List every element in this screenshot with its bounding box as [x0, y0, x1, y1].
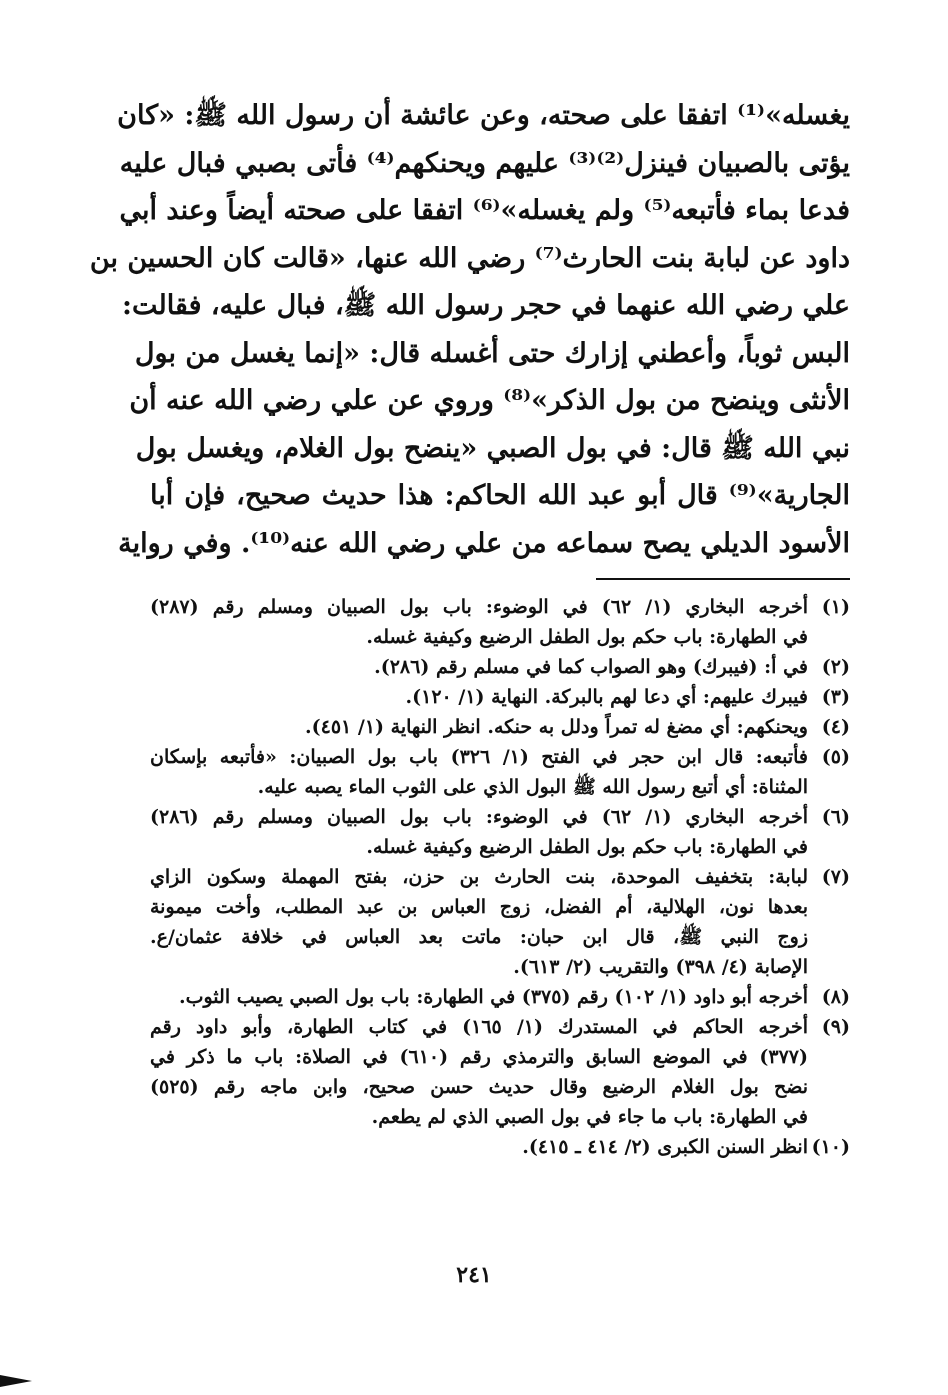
footnote-body — [150, 1132, 808, 1162]
footnote-line: أخرجه الحاكم في المستدرك (١/ ١٦٥) في كتاب الطهارة، وأبو داود رقم — [150, 1016, 808, 1038]
footnote-line: لبابة: بتخفيف الموحدة، بنت الحارث بن حزن، بفتح المهملة وسكون الزاي — [150, 866, 808, 888]
main-text-line: نبي الله ﷺ قال: في بول الصبي «ينضح بول الغلام، ويغسل بول — [135, 432, 850, 464]
footnote-body — [150, 592, 808, 652]
footnote-line: في الطهارة: باب ما جاء في بول الصبي الذي لم يطعم. — [371, 1106, 808, 1128]
footnote-body — [150, 802, 808, 862]
footnote-line: فيبرك عليهم: أي دعا لهم بالبركة. النهاية (١/ ١٢٠). — [405, 686, 808, 708]
footnote-line: فأتبعه: قال ابن حجر في الفتح (١/ ٣٢٦) باب بول الصبيان: «فأتبعه بإسكان — [150, 746, 809, 768]
footnote-number: (٦) — [821, 806, 850, 828]
footnote-number: (١) — [821, 596, 850, 618]
footnote-number: (٩) — [821, 1016, 850, 1038]
footnote-line: المثناة: أي أتبع رسول الله ﷺ البول الذي على الثوب الماء يصبه عليه. — [257, 776, 808, 798]
main-text-line: الأسود الديلي يصح سماعه من علي رضي الله عنه⁽¹⁰⁾. وفي رواية — [118, 527, 850, 559]
footnote-separator — [596, 578, 850, 580]
footnote-body — [150, 982, 808, 1012]
footnote-line: في أ: (فيبرك) وهو الصواب كما في مسلم رقم (٢٨٦). — [374, 656, 808, 678]
corner-arrow-icon — [0, 1375, 32, 1387]
footnote-8 — [150, 982, 850, 1012]
footnote-line: الإصابة (٤/ ٣٩٨) والتقريب (٢/ ٦١٣). — [513, 956, 808, 978]
footnote-body — [150, 712, 808, 742]
main-text-line: يغسله»⁽¹⁾ اتفقا على صحته، وعن عائشة أن رسول الله ﷺ: «كان — [117, 100, 850, 131]
footnote-4 — [150, 712, 850, 742]
main-text — [89, 92, 850, 567]
footnote-number: (٢) — [821, 656, 850, 678]
footnote-3 — [150, 682, 850, 712]
footnote-line: نضح بول الغلام الرضيع وقال حديث حسن صحيح، وابن ماجه رقم (٥٢٥) — [150, 1076, 808, 1098]
footnote-number: (٧) — [821, 866, 850, 888]
page-number: ٢٤١ — [456, 1262, 492, 1288]
footnote-number: (١٠) — [811, 1136, 850, 1158]
footnote-5 — [150, 742, 850, 802]
footnote-body — [150, 862, 808, 982]
footnote-line: أخرجه البخاري (١/ ٦٢) في الوضوء: باب بول الصبيان ومسلم رقم (٢٨٦) — [150, 806, 808, 828]
footnote-body — [150, 1012, 808, 1132]
footnote-2 — [150, 652, 850, 682]
footnote-body — [150, 682, 808, 712]
main-text-line: علي رضي الله عنهما في حجر رسول الله ﷺ، فبال عليه، فقالت: — [121, 290, 850, 321]
footnote-line: في الطهارة: باب حكم بول الطفل الرضيع وكيفية غسله. — [366, 626, 808, 648]
main-text-line: يؤتى بالصبيان فينزل⁽²⁾⁽³⁾ عليهم ويحنكهم⁽⁴⁾ فأتى بصبي فبال عليه — [119, 147, 850, 179]
main-text-line: البس ثوباً، وأعطني إزارك حتى أغسله قال: «إنما يغسل من بول — [134, 337, 850, 369]
footnote-1 — [150, 592, 850, 652]
footnote-body — [150, 652, 808, 682]
footnote-number: (٣) — [821, 686, 850, 708]
main-text-line: داود عن لبابة بنت الحارث⁽⁷⁾ رضي الله عنها، «قالت كان الحسين بن — [89, 242, 850, 274]
footnote-6 — [150, 802, 850, 862]
footnote-line: (٣٧٧) في الموضع السابق والترمذي رقم (٦١٠) في الصلاة: باب ما ذكر في — [150, 1046, 808, 1068]
footnote-line: أخرجه البخاري (١/ ٦٢) في الوضوء: باب بول الصبيان ومسلم رقم (٢٨٧) — [150, 596, 808, 618]
footnote-number: (٥) — [821, 746, 850, 768]
footnote-10 — [150, 1132, 850, 1162]
footnote-line: في الطهارة: باب حكم بول الطفل الرضيع وكيفية غسله. — [366, 836, 808, 858]
footnote-7 — [150, 862, 850, 982]
footnote-line: أخرجه أبو داود (١/ ١٠٢) رقم (٣٧٥) في الطهارة: باب بول الصبي يصيب الثوب. — [178, 986, 808, 1008]
footnote-line: انظر السنن الكبرى (٢/ ٤١٤ ـ ٤١٥). — [522, 1136, 808, 1158]
footnotes — [150, 592, 850, 1162]
footnote-body — [150, 742, 808, 802]
footnote-line: بعدها نون، الهلالية، أم الفضل، زوج العباس بن عبد المطلب، وأخت ميمونة — [150, 896, 808, 918]
footnote-line: ويحنكهم: أي مضغ له تمراً ودلل به حنكه. انظر النهاية (١/ ٤٥١). — [305, 716, 808, 738]
footnote-number: (٤) — [821, 716, 850, 738]
main-text-line: الأنثى وينضح من بول الذكر»⁽⁸⁾ وروي عن علي رضي الله عنه أن — [129, 385, 850, 416]
main-text-line: فدعا بماء فأتبعه⁽⁵⁾ ولم يغسله»⁽⁶⁾ اتفقا على صحته أيضاً وعند أبي — [119, 195, 850, 226]
main-text-line: الجارية»⁽⁹⁾ قال أبو عبد الله الحاكم: هذا حديث صحيح، فإن أبا — [150, 480, 850, 511]
footnote-9 — [150, 1012, 850, 1132]
footnote-line: زوج النبي ﷺ، قال ابن حبان: ماتت بعد العباس في خلافة عثمان/ع. — [150, 926, 808, 948]
footnote-number: (٨) — [821, 986, 850, 1008]
